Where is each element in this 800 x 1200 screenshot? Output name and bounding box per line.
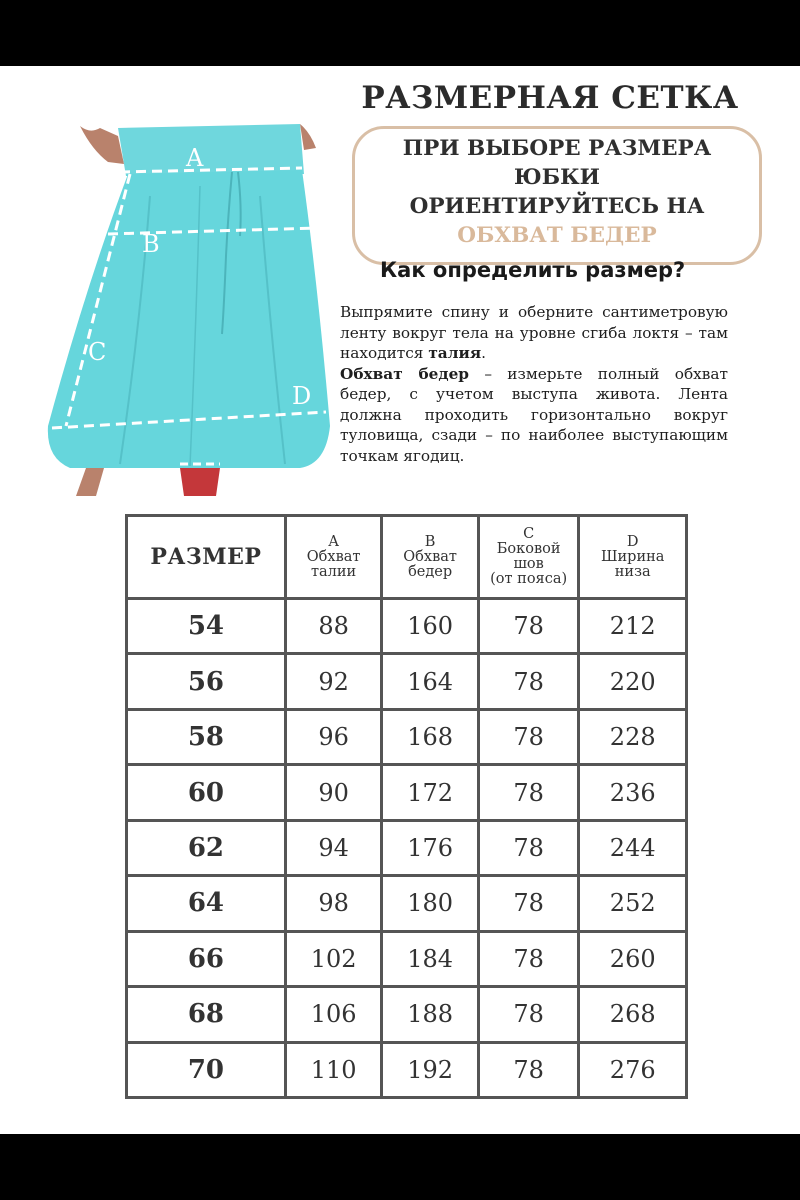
hip-cell: 192 — [382, 1042, 479, 1098]
table-row — [127, 765, 687, 820]
table-row — [127, 654, 687, 709]
size-cell: 58 — [127, 709, 286, 764]
header-col-b: B Обхват бедер — [382, 516, 479, 599]
header-col-d: D Ширина низа — [579, 516, 687, 599]
hip-cell: 172 — [382, 765, 479, 820]
table-row — [127, 709, 687, 764]
measure-description — [340, 302, 728, 466]
hem-cell: 252 — [579, 876, 687, 931]
table-row — [127, 876, 687, 931]
size-cell: 62 — [127, 820, 286, 875]
size-cell: 70 — [127, 1042, 286, 1098]
hem-cell: 220 — [579, 654, 687, 709]
header-col-a: A Обхват талии — [285, 516, 382, 599]
label-a: A — [186, 144, 204, 172]
table-row — [127, 1042, 687, 1098]
waist-cell: 92 — [285, 654, 382, 709]
waist-cell: 110 — [285, 1042, 382, 1098]
seam-cell: 78 — [478, 765, 579, 820]
seam-cell: 78 — [478, 931, 579, 986]
page-title: РАЗМЕРНАЯ СЕТКА — [361, 80, 739, 116]
header-size: РАЗМЕР — [127, 516, 286, 599]
size-cell: 56 — [127, 654, 286, 709]
size-note-box — [352, 126, 762, 265]
seam-cell: 78 — [478, 876, 579, 931]
waist-cell: 106 — [285, 987, 382, 1042]
how-to-measure-title: Как определить размер? — [380, 258, 686, 282]
label-b: B — [142, 230, 160, 258]
table-row — [127, 987, 687, 1042]
size-cell: 54 — [127, 599, 286, 654]
waist-cell: 96 — [285, 709, 382, 764]
waist-cell: 102 — [285, 931, 382, 986]
note-line-1: ПРИ ВЫБОРЕ РАЗМЕРА — [402, 136, 712, 161]
seam-cell: 78 — [478, 654, 579, 709]
label-c: C — [88, 338, 107, 366]
seam-cell: 78 — [478, 1042, 579, 1098]
size-cell: 68 — [127, 987, 286, 1042]
waist-paragraph: Выпрямите спину и оберните сантиметровую ленту вокруг тела на уровне сгиба локтя – там находится талия. — [340, 303, 728, 362]
seam-cell: 78 — [478, 599, 579, 654]
waist-cell: 98 — [285, 876, 382, 931]
table-row — [127, 931, 687, 986]
hem-cell: 244 — [579, 820, 687, 875]
hip-paragraph: Обхват бедер – измерьте полный обхват бедер, с учетом выступа живота. Лента должна проходить горизонтально вокруг туловища, сзади – по наиболее выступающим точкам ягодиц. — [340, 364, 728, 465]
hem-cell: 276 — [579, 1042, 687, 1098]
hip-cell: 176 — [382, 820, 479, 875]
skirt-illustration — [0, 66, 340, 496]
seam-cell: 78 — [478, 820, 579, 875]
note-line-2: ЮБКИ — [514, 165, 600, 190]
hem-cell: 236 — [579, 765, 687, 820]
hem-cell: 268 — [579, 987, 687, 1042]
note-accent: ОБХВАТ БЕДЕР — [457, 223, 657, 248]
seam-cell: 78 — [478, 709, 579, 764]
size-table — [125, 514, 688, 1099]
waist-cell: 94 — [285, 820, 382, 875]
size-cell: 60 — [127, 765, 286, 820]
header-col-c: C Боковой шов (от пояса) — [478, 516, 579, 599]
waist-cell: 90 — [285, 765, 382, 820]
waist-cell: 88 — [285, 599, 382, 654]
size-chart-page — [0, 66, 800, 1134]
size-cell: 64 — [127, 876, 286, 931]
label-d: D — [292, 382, 312, 410]
table-row — [127, 599, 687, 654]
hip-cell: 180 — [382, 876, 479, 931]
hip-cell: 160 — [382, 599, 479, 654]
hem-cell: 212 — [579, 599, 687, 654]
hip-cell: 188 — [382, 987, 479, 1042]
hip-cell: 184 — [382, 931, 479, 986]
hip-cell: 164 — [382, 654, 479, 709]
hip-cell: 168 — [382, 709, 479, 764]
size-cell: 66 — [127, 931, 286, 986]
hem-cell: 228 — [579, 709, 687, 764]
note-line-3: ОРИЕНТИРУЙТЕСЬ НА — [409, 194, 705, 219]
table-row — [127, 820, 687, 875]
seam-cell: 78 — [478, 987, 579, 1042]
table-header-row — [127, 516, 687, 599]
hem-cell: 260 — [579, 931, 687, 986]
